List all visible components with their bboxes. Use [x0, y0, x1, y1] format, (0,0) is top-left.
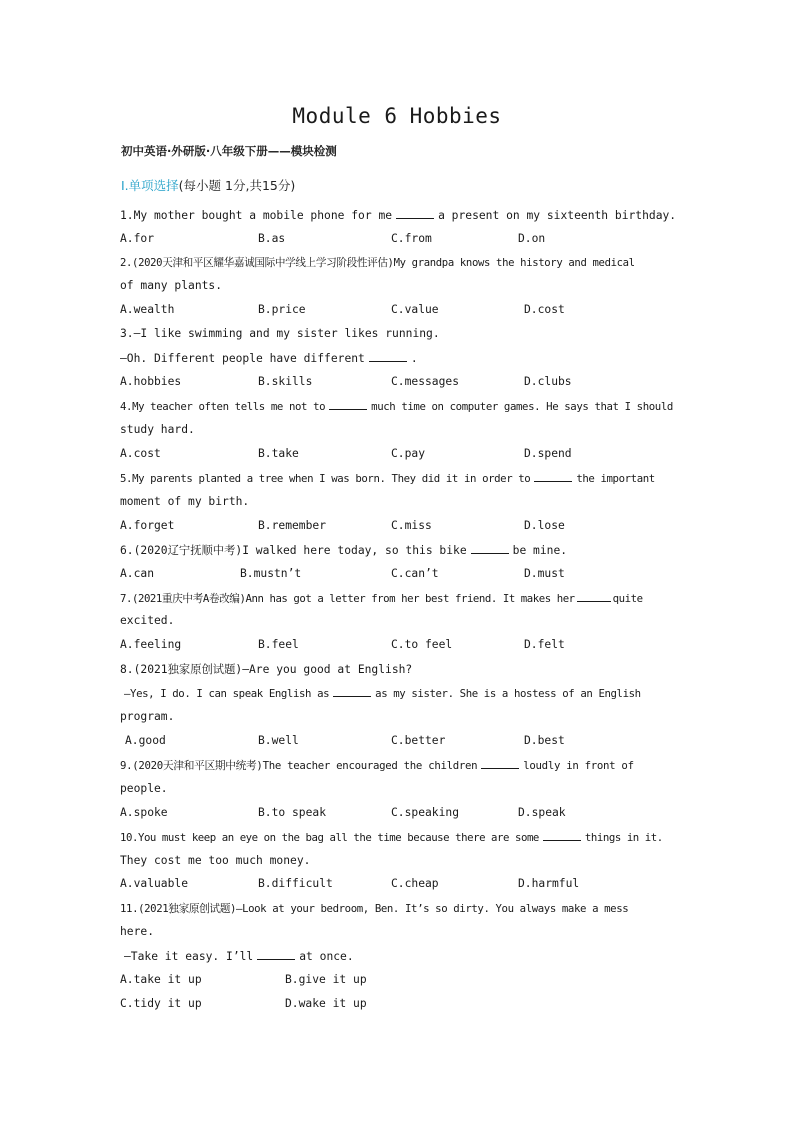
option-c: C.value: [391, 303, 439, 316]
option-c: C.from: [391, 232, 432, 245]
page-title: [0, 104, 794, 128]
option-c: C.cheap: [391, 877, 439, 890]
section-label: Ⅰ.单项选择: [121, 178, 179, 193]
option-c: C.better: [391, 734, 446, 747]
question-10-stem-cont: They cost me too much money.: [120, 854, 311, 867]
question-8-stem: 8.(2021独家原创试题)—Are you good at English?: [120, 663, 413, 676]
option-a: A.take it up: [120, 973, 202, 986]
option-a: A.can: [120, 567, 155, 580]
question-2-stem: 2.(2020天津和平区耀华嘉诚国际中学线上学习阶段性评估)My grandpa knows the history and medical: [120, 257, 635, 269]
section-heading: [121, 176, 295, 194]
question-5-stem: 5.My parents planted a tree when I was born. They did it in order to the important: [120, 472, 655, 485]
question-4-stem-cont: study hard.: [120, 423, 195, 436]
question-7-stem: 7.(2021重庆中考A卷改编)Ann has got a letter from her best friend. It makes her quite: [120, 592, 643, 605]
option-d: D.spend: [524, 447, 572, 460]
option-d: D.on: [518, 232, 546, 245]
option-d: D.felt: [524, 638, 565, 651]
option-c: C.to feel: [391, 638, 453, 651]
question-2-stem-cont: of many plants.: [120, 279, 223, 292]
answer-blank: [333, 686, 371, 697]
answer-blank: [329, 399, 367, 410]
question-3-stem: 3.—I like swimming and my sister likes running.: [120, 327, 440, 340]
option-b: B.remember: [258, 519, 327, 532]
option-b: B.mustn’t: [240, 567, 302, 580]
option-b: B.give it up: [285, 973, 367, 986]
answer-blank: [534, 471, 572, 482]
question-8-stem-cont: —Yes, I do. I can speak English as as my sister. She is a hostess of an English: [124, 687, 641, 700]
option-a: A.feeling: [120, 638, 182, 651]
option-a: A.cost: [120, 447, 161, 460]
option-b: B.to speak: [258, 806, 327, 819]
question-11-stem: 11.(2021独家原创试题)—Look at your bedroom, Ben. It’s so dirty. You always make a mess: [120, 902, 629, 915]
option-c: C.can’t: [391, 567, 439, 580]
answer-blank: [369, 351, 407, 362]
answer-blank: [257, 949, 295, 960]
answer-blank: [543, 830, 581, 841]
option-a: A.good: [125, 734, 166, 747]
option-b: B.feel: [258, 638, 299, 651]
answer-blank: [471, 543, 509, 554]
option-d: D.best: [524, 734, 565, 747]
option-d: D.cost: [524, 303, 565, 316]
question-9-stem: 9.(2020天津和平区期中统考)The teacher encouraged the children loudly in front of: [120, 759, 634, 772]
option-c: C.speaking: [391, 806, 460, 819]
option-a: A.forget: [120, 519, 175, 532]
question-11-stem-cont: here.: [120, 925, 155, 938]
option-d: D.speak: [518, 806, 566, 819]
option-a: A.for: [120, 232, 155, 245]
title-module: Module 6: [292, 104, 398, 128]
question-3-stem-cont: —Oh. Different people have different .: [120, 352, 418, 365]
option-c: C.messages: [391, 375, 460, 388]
answer-blank: [396, 208, 434, 219]
option-a: A.valuable: [120, 877, 189, 890]
option-b: B.price: [258, 303, 306, 316]
option-a: A.wealth: [120, 303, 175, 316]
question-7-stem-cont: excited.: [120, 614, 175, 627]
option-d: D.must: [524, 567, 565, 580]
option-a: A.spoke: [120, 806, 168, 819]
option-a: A.hobbies: [120, 375, 182, 388]
title-topic: Hobbies: [409, 104, 502, 128]
question-4-stem: 4.My teacher often tells me not to much time on computer games. He says that I should: [120, 400, 673, 413]
option-c: C.miss: [391, 519, 432, 532]
option-b: B.as: [258, 232, 286, 245]
question-11-reply: —Take it easy. I’ll at once.: [124, 950, 354, 963]
page-subtitle: 初中英语·外研版·八年级下册——模块检测: [121, 144, 337, 158]
option-c: C.pay: [391, 447, 426, 460]
question-8-stem-end: program.: [120, 710, 175, 723]
answer-blank: [481, 758, 519, 769]
question-6-stem: 6.(2020辽宁抚顺中考)I walked here today, so this bike be mine.: [120, 544, 568, 557]
question-1-stem: 1.My mother bought a mobile phone for me a present on my sixteenth birthday.: [120, 209, 677, 222]
question-5-stem-cont: moment of my birth.: [120, 495, 250, 508]
option-d: D.clubs: [524, 375, 572, 388]
answer-blank: [577, 591, 611, 602]
option-b: B.skills: [258, 375, 313, 388]
question-9-stem-cont: people.: [120, 782, 168, 795]
option-b: B.well: [258, 734, 299, 747]
option-d: D.harmful: [518, 877, 580, 890]
option-b: B.take: [258, 447, 299, 460]
section-note: (每小题 1分,共15分): [178, 178, 296, 193]
option-d: D.wake it up: [285, 997, 367, 1010]
option-c: C.tidy it up: [120, 997, 202, 1010]
option-b: B.difficult: [258, 877, 333, 890]
question-10-stem: 10.You must keep an eye on the bag all the time because there are some things in it.: [120, 831, 663, 844]
option-d: D.lose: [524, 519, 565, 532]
